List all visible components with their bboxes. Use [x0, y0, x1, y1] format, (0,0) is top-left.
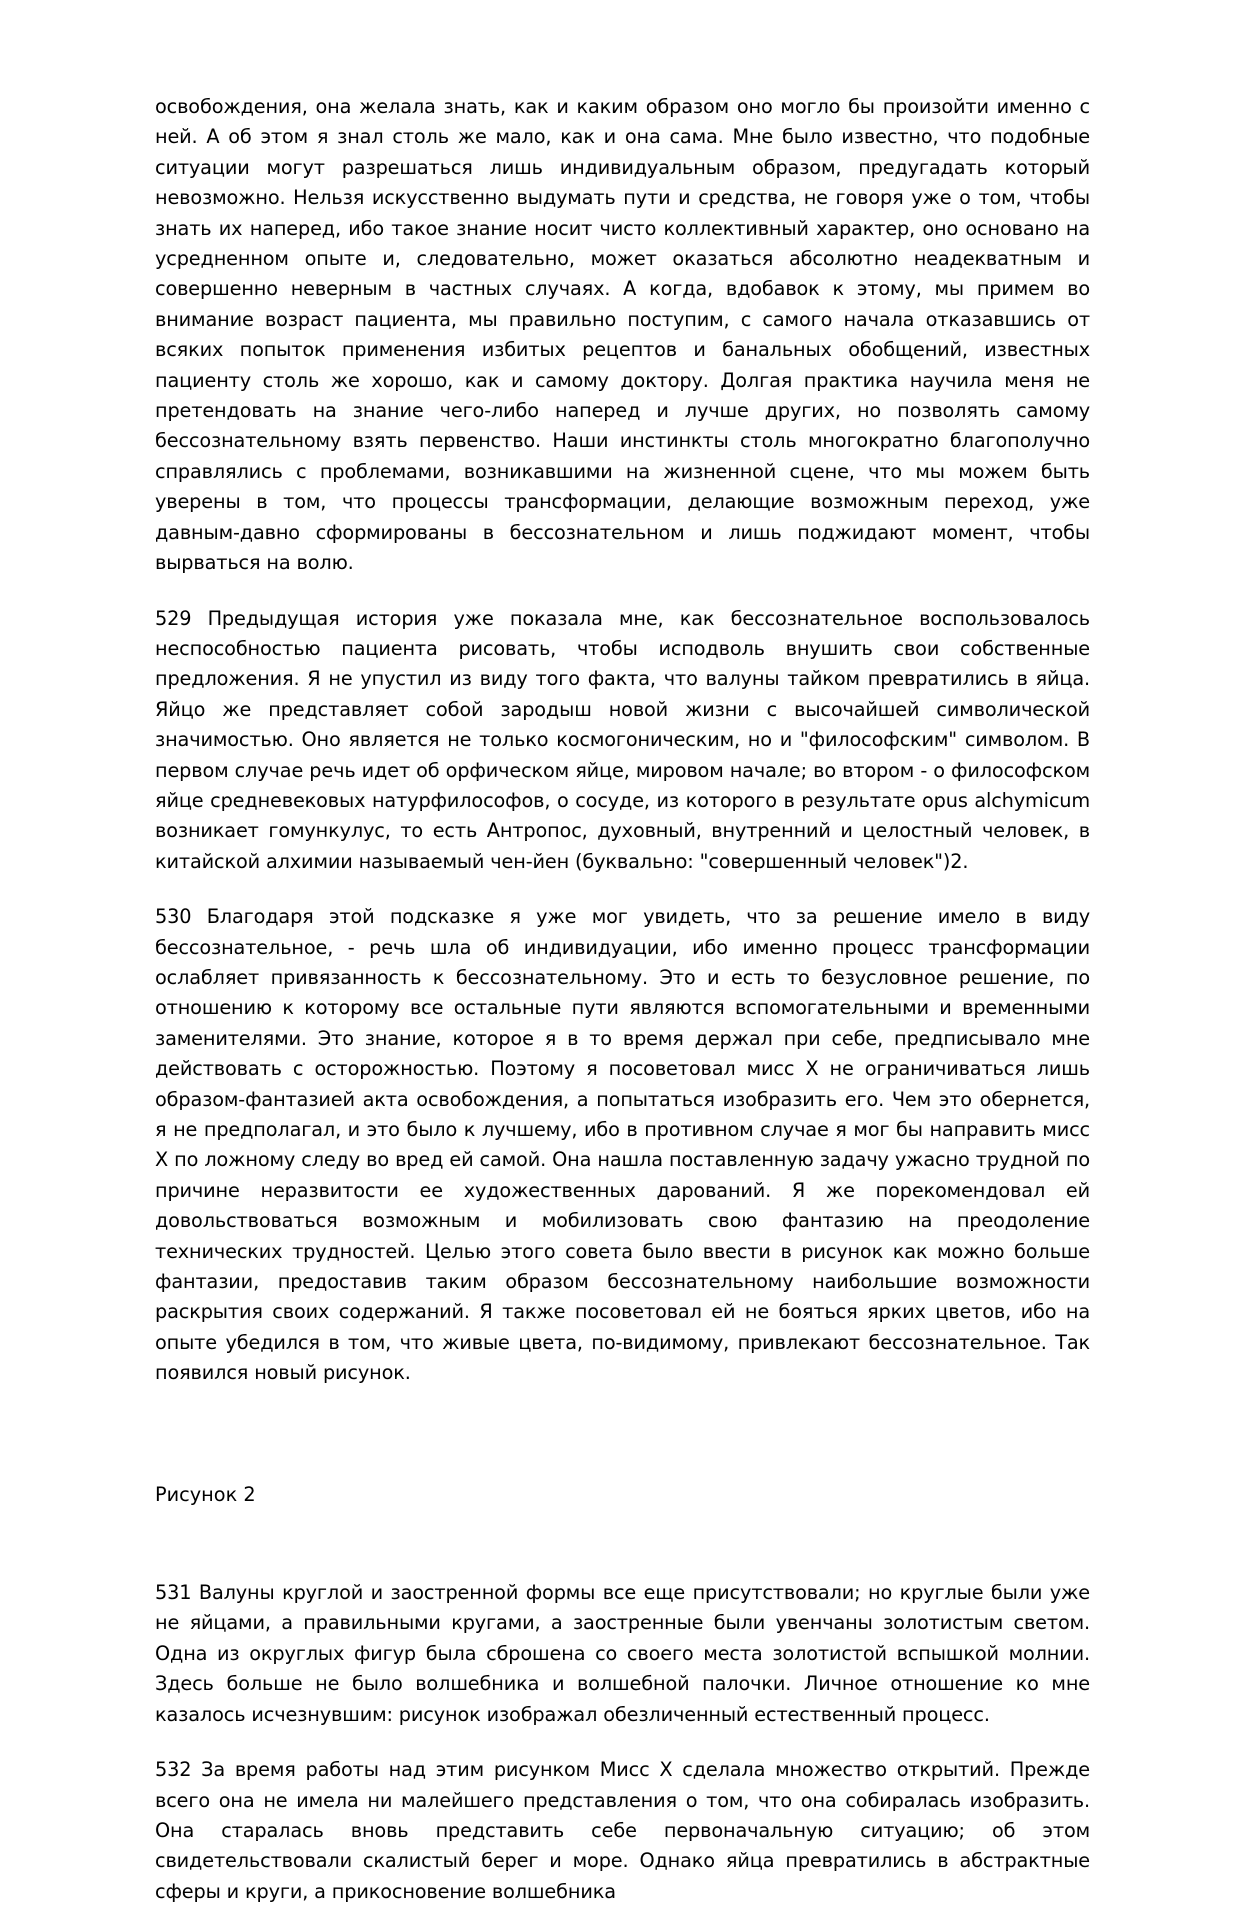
- figure-2-image-placeholder: [155, 1510, 1090, 1578]
- paragraph-532: 532 За время работы над этим рисунком Мисс X сделала множество открытий. Прежде всего она не имела ни малейшего представления о том, что она собиралась изобразить. Она старалась вновь представить себе первоначальную ситуацию; об этом свидетельствовали скалистый берег и море. Однако яйца превратились в абстрактные сферы и круги, а прикосновение волшебника: [155, 1758, 1090, 1903]
- figure-spacer-above-caption: [155, 1414, 1090, 1480]
- figure-2-caption: Рисунок 2: [155, 1482, 256, 1506]
- paragraph-530: 530 Благодаря этой подсказке я уже мог увидеть, что за решение имело в виду бессознательное, - речь шла об индивидуации, ибо именно процесс трансформации ослабляет привязанность к бессознательному. Это и есть то безусловное решение, по отношению к которому все остальные пути являются вспомогательными и временными заменителями. Это знание, которое я в то время держал при себе, предписывало мне действовать с осторожностью. Поэтому я посоветовал мисс X не ограничиваться лишь образом-фантазией акта освобождения, а попытаться изобразить его. Чем это обернется, я не предполагал, и это было к лучшему, ибо в противном случае я мог бы направить мисс X по ложному следу во вред ей самой. Она нашла поставленную задачу ужасно трудной по причине неразвитости ее художественных дарований. Я же порекомендовал ей довольствоваться возможным и мобилизовать свою фантазию на преодоление технических трудностей. Целью этого совета было ввести в рисунок как можно больше фантазии, предоставив таким образом бессознательному наибольшие возможности раскрытия своих содержаний. Я также посоветовал ей не бояться ярких цветов, ибо на опыте убедился в том, что живые цвета, по-видимому, привлекают бессознательное. Так появился новый рисунок.: [155, 905, 1090, 1385]
- paragraph-531: 531 Валуны круглой и заостренной формы все еще присутствовали; но круглые были уже не яйцами, а правильными кругами, а заостренные были увенчаны золотистым светом. Одна из округлых фигур была сброшена со своего места золотистой вспышкой молнии. Здесь больше не было волшебника и волшебной палочки. Личное отношение ко мне казалось исчезнувшим: рисунок изображал обезличенный естественный процесс.: [155, 1581, 1090, 1726]
- figure-2-block: [155, 1414, 1090, 1578]
- paragraph-continued: освобождения, она желала знать, как и каким образом оно могло бы произойти именно с ней. А об этом я знал столь же мало, как и она сама. Мне было известно, что подобные ситуации могут разрешаться лишь индивидуальным образом, предугадать который невозможно. Нельзя искусственно выдумать пути и средства, не говоря уже о том, чтобы знать их наперед, ибо такое знание носит чисто коллективный характер, оно основано на усредненном опыте и, следовательно, может оказаться абсолютно неадекватным и совершенно неверным в частных случаях. А когда, вдобавок к этому, мы примем во внимание возраст пациента, мы правильно поступим, с самого начала отказавшись от всяких попыток применения избитых рецептов и банальных обобщений, известных пациенту столь же хорошо, как и самому доктору. Долгая практика научила меня не претендовать на знание чего-либо наперед и лучше других, но позволять самому бессознательному взять первенство. Наши инстинкты столь многократно благополучно справлялись с проблемами, возникавшими на жизненной сцене, что мы можем быть уверены в том, что процессы трансформации, делающие возможным переход, уже давным-давно сформированы в бессознательном и лишь поджидают момент, чтобы вырваться на волю.: [155, 95, 1090, 575]
- page-text-column: [155, 92, 1090, 1907]
- paragraph-529: 529 Предыдущая история уже показала мне, как бессознательное воспользовалось неспособностью пациента рисовать, чтобы исподволь внушить свои собственные предложения. Я не упустил из виду того факта, что валуны тайком превратились в яйца. Яйцо же представляет собой зародыш новой жизни с высочайшей символической значимостью. Оно является не только космогоническим, но и "философским" символом. В первом случае речь идет об орфическом яйце, мировом начале; во втором - о философском яйце средневековых натурфилософов, о сосуде, из которого в результате opus alchymicum возникает гомункулус, то есть Антропос, духовный, внутренний и целостный человек, в китайской алхимии называемый чен-йен (буквально: "совершенный человек")2.: [155, 606, 1090, 873]
